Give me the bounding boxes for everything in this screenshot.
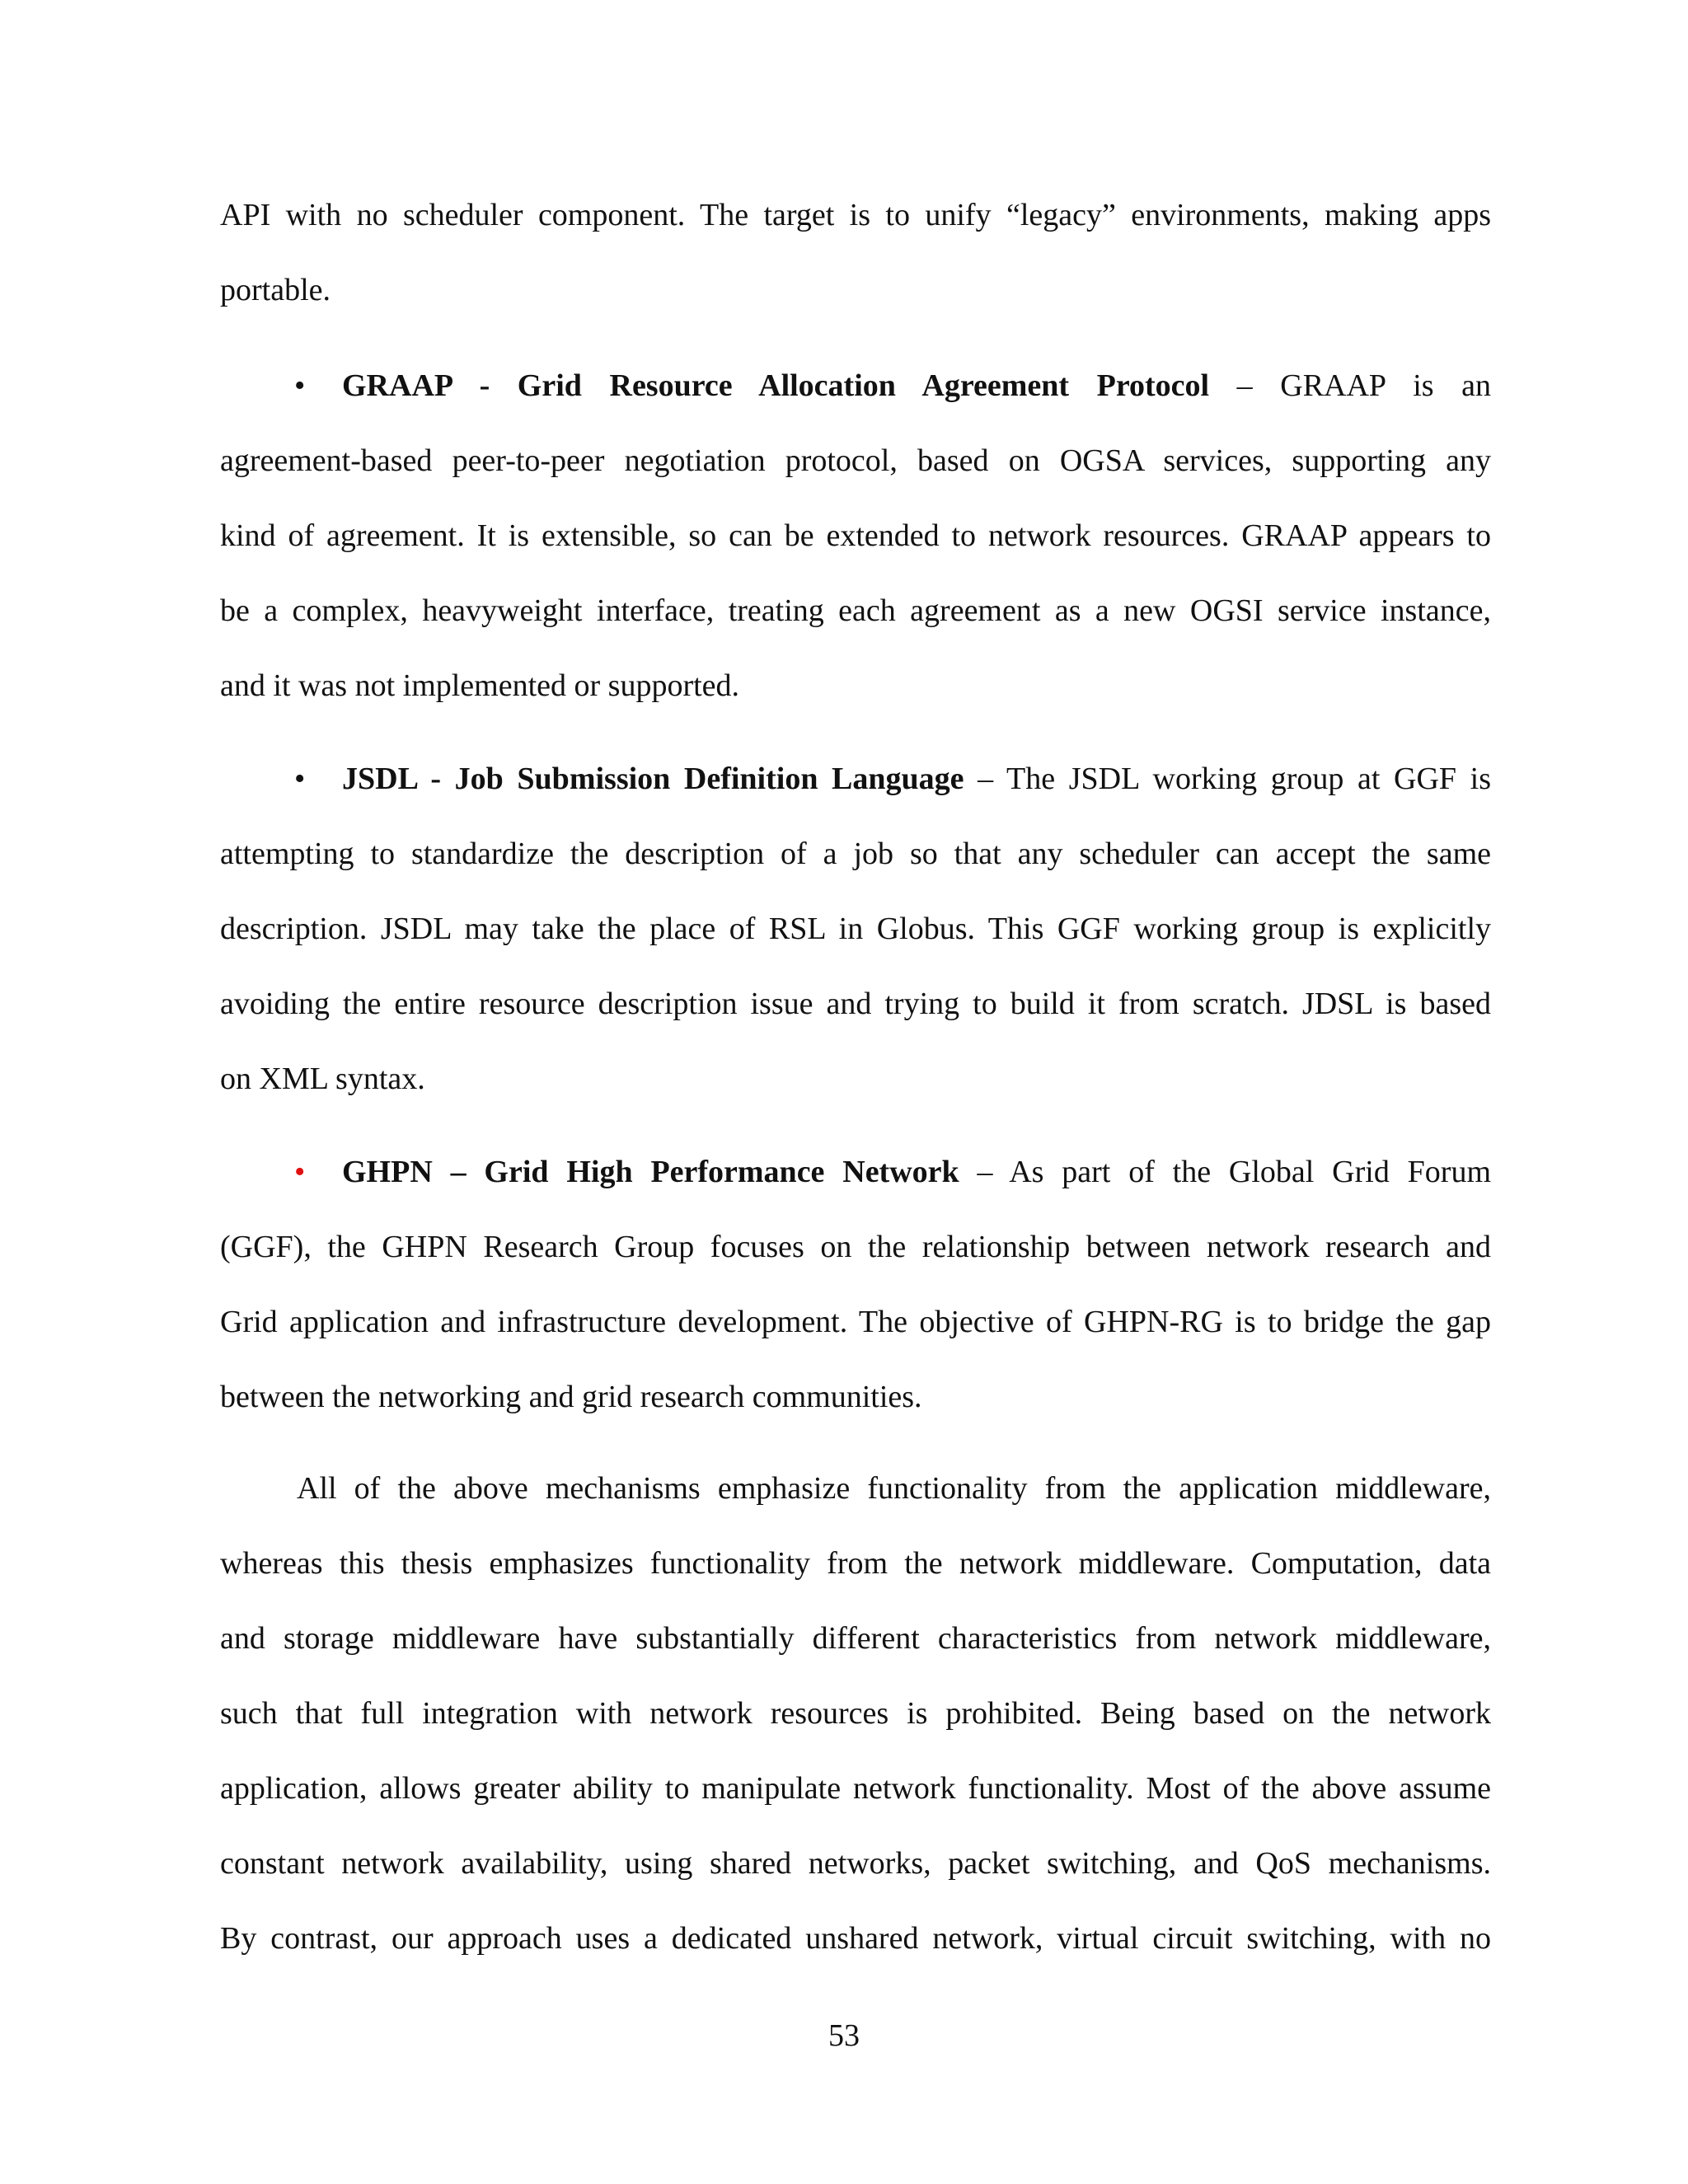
- bullet-dot-red: •: [294, 1155, 306, 1189]
- paragraph-line-4: such that full integration with network resources is prohibited. Being based on the network: [220, 1696, 1491, 1731]
- page-number: 53: [828, 2018, 860, 2053]
- bullet-graap-line-3: be a complex, heavyweight interface, treating each agreement as a new OGSI service instance,: [220, 593, 1491, 628]
- bullet-graap-line-4: and it was not implemented or supported.: [220, 668, 740, 703]
- paragraph-line-6: constant network availability, using shared networks, packet switching, and QoS mechanisms.: [220, 1846, 1491, 1881]
- paragraph-line-2: whereas this thesis emphasizes functionality from the network middleware. Computation, data: [220, 1546, 1491, 1581]
- bullet-jsdl-title: JSDL - Job Submission Definition Language: [342, 762, 964, 796]
- bullet-graap-line-2: kind of agreement. It is extensible, so can be extended to network resources. GRAAP appears to: [220, 518, 1491, 553]
- bullet-dot: •: [294, 368, 306, 403]
- bullet-jsdl-line-3: avoiding the entire resource description issue and trying to build it from scratch. JDSL is based: [220, 987, 1491, 1021]
- bullet-ghpn-line-3: between the networking and grid research communities.: [220, 1380, 922, 1414]
- intro-line-2: portable.: [220, 273, 331, 307]
- bullet-graap-title: GRAAP - Grid Resource Allocation Agreement Protocol: [342, 368, 1210, 403]
- bullet-jsdl-lead-line: [342, 760, 1491, 798]
- paragraph-line-1: All of the above mechanisms emphasize functionality from the application middleware,: [297, 1471, 1491, 1506]
- bullet-jsdl-line-4: on XML syntax.: [220, 1062, 425, 1096]
- bullet-ghpn-lead: – As part of the Global Grid Forum: [959, 1155, 1491, 1189]
- bullet-ghpn-title: GHPN – Grid High Performance Network: [342, 1155, 959, 1189]
- intro-line-1: API with no scheduler component. The target is to unify “legacy” environments, making apps: [220, 198, 1491, 232]
- bullet-ghpn-lead-line: [342, 1153, 1491, 1191]
- bullet-graap-line-1: agreement-based peer-to-peer negotiation protocol, based on OGSA services, supporting any: [220, 443, 1491, 478]
- bullet-ghpn-line-1: (GGF), the GHPN Research Group focuses on the relationship between network research and: [220, 1230, 1491, 1264]
- bullet-graap-lead-line: [342, 367, 1491, 405]
- bullet-jsdl-lead: – The JSDL working group at GGF is: [964, 762, 1491, 796]
- bullet-graap-lead: – GRAAP is an: [1209, 368, 1491, 403]
- bullet-jsdl-line-2: description. JSDL may take the place of RSL in Globus. This GGF working group is explicitly: [220, 912, 1491, 946]
- bullet-ghpn-line-2: Grid application and infrastructure development. The objective of GHPN-RG is to bridge the gap: [220, 1305, 1491, 1339]
- bullet-dot: •: [294, 762, 306, 796]
- bullet-jsdl-line-1: attempting to standardize the description of a job so that any scheduler can accept the same: [220, 837, 1491, 871]
- paragraph-line-7: By contrast, our approach uses a dedicated unshared network, virtual circuit switching, with no: [220, 1921, 1491, 1956]
- paragraph-line-3: and storage middleware have substantially different characteristics from network middleware,: [220, 1621, 1491, 1656]
- paragraph-line-5: application, allows greater ability to manipulate network functionality. Most of the above assume: [220, 1771, 1491, 1806]
